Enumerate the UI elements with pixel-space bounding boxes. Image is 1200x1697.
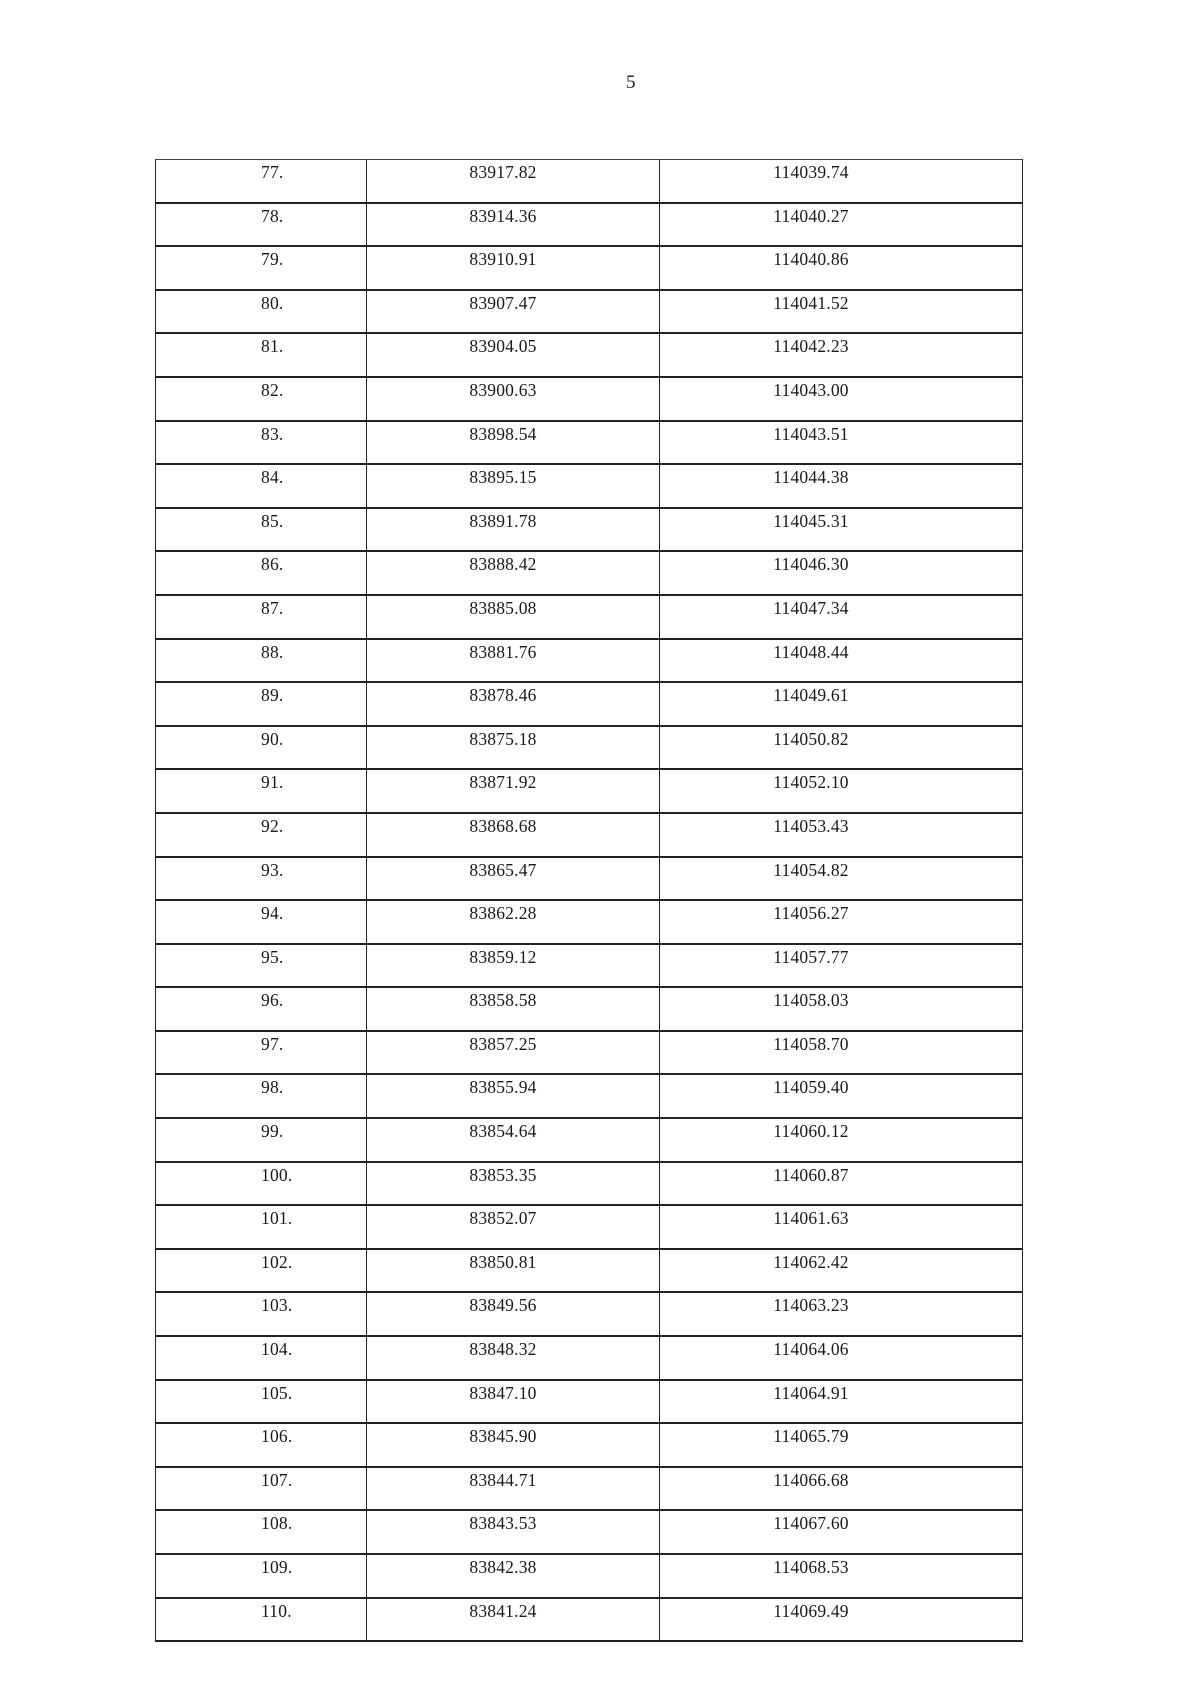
point-number-cell: 94. — [156, 900, 367, 944]
y-coordinate-cell: 114044.38 — [660, 464, 1023, 508]
point-number-cell: 98. — [156, 1074, 367, 1118]
x-coordinate-cell: 83852.07 — [367, 1205, 660, 1249]
y-coordinate-cell: 114064.06 — [660, 1336, 1023, 1380]
y-coordinate-cell: 114056.27 — [660, 900, 1023, 944]
point-number-cell: 91. — [156, 769, 367, 813]
point-number-cell: 92. — [156, 813, 367, 857]
point-number-cell: 107. — [156, 1467, 367, 1511]
x-coordinate-cell: 83904.05 — [367, 333, 660, 377]
y-coordinate-cell: 114064.91 — [660, 1380, 1023, 1424]
point-number-cell: 81. — [156, 333, 367, 377]
point-number-cell: 109. — [156, 1554, 367, 1598]
x-coordinate-cell: 83881.76 — [367, 639, 660, 683]
y-coordinate-cell: 114062.42 — [660, 1249, 1023, 1293]
point-number-cell: 95. — [156, 944, 367, 988]
point-number-cell: 85. — [156, 508, 367, 552]
point-number-cell: 103. — [156, 1292, 367, 1336]
y-coordinate-cell: 114059.40 — [660, 1074, 1023, 1118]
point-number-cell: 101. — [156, 1205, 367, 1249]
x-coordinate-cell: 83910.91 — [367, 246, 660, 290]
point-number-cell: 93. — [156, 857, 367, 901]
table-row — [156, 421, 1023, 465]
point-number-cell: 104. — [156, 1336, 367, 1380]
x-coordinate-cell: 83854.64 — [367, 1118, 660, 1162]
x-coordinate-cell: 83868.68 — [367, 813, 660, 857]
point-number-cell: 90. — [156, 726, 367, 770]
point-number-cell: 102. — [156, 1249, 367, 1293]
table-row — [156, 1031, 1023, 1075]
table-row — [156, 900, 1023, 944]
x-coordinate-cell: 83862.28 — [367, 900, 660, 944]
y-coordinate-cell: 114039.74 — [660, 160, 1023, 203]
y-coordinate-cell: 114057.77 — [660, 944, 1023, 988]
x-coordinate-cell: 83907.47 — [367, 290, 660, 334]
y-coordinate-cell: 114040.86 — [660, 246, 1023, 290]
x-coordinate-cell: 83849.56 — [367, 1292, 660, 1336]
y-coordinate-cell: 114065.79 — [660, 1423, 1023, 1467]
x-coordinate-cell: 83865.47 — [367, 857, 660, 901]
table-row — [156, 377, 1023, 421]
x-coordinate-cell: 83845.90 — [367, 1423, 660, 1467]
point-number-cell: 78. — [156, 203, 367, 247]
table-row — [156, 203, 1023, 247]
table-row — [156, 290, 1023, 334]
x-coordinate-cell: 83847.10 — [367, 1380, 660, 1424]
y-coordinate-cell: 114054.82 — [660, 857, 1023, 901]
table-row — [156, 682, 1023, 726]
point-number-cell: 110. — [156, 1598, 367, 1642]
y-coordinate-cell: 114058.70 — [660, 1031, 1023, 1075]
table-row — [156, 857, 1023, 901]
y-coordinate-cell: 114040.27 — [660, 203, 1023, 247]
point-number-cell: 87. — [156, 595, 367, 639]
table-row — [156, 464, 1023, 508]
table-row — [156, 944, 1023, 988]
point-number-cell: 105. — [156, 1380, 367, 1424]
y-coordinate-cell: 114060.87 — [660, 1162, 1023, 1206]
point-number-cell: 108. — [156, 1510, 367, 1554]
page-number: 5 — [626, 72, 636, 93]
table-row — [156, 160, 1023, 203]
x-coordinate-cell: 83875.18 — [367, 726, 660, 770]
x-coordinate-cell: 83844.71 — [367, 1467, 660, 1511]
x-coordinate-cell: 83855.94 — [367, 1074, 660, 1118]
table-row — [156, 246, 1023, 290]
y-coordinate-cell: 114045.31 — [660, 508, 1023, 552]
y-coordinate-cell: 114043.51 — [660, 421, 1023, 465]
x-coordinate-cell: 83843.53 — [367, 1510, 660, 1554]
y-coordinate-cell: 114061.63 — [660, 1205, 1023, 1249]
x-coordinate-cell: 83858.58 — [367, 987, 660, 1031]
x-coordinate-cell: 83917.82 — [367, 160, 660, 203]
x-coordinate-cell: 83842.38 — [367, 1554, 660, 1598]
table-row — [156, 1118, 1023, 1162]
x-coordinate-cell: 83898.54 — [367, 421, 660, 465]
y-coordinate-cell: 114042.23 — [660, 333, 1023, 377]
table-row — [156, 333, 1023, 377]
y-coordinate-cell: 114067.60 — [660, 1510, 1023, 1554]
y-coordinate-cell: 114043.00 — [660, 377, 1023, 421]
y-coordinate-cell: 114048.44 — [660, 639, 1023, 683]
point-number-cell: 86. — [156, 551, 367, 595]
y-coordinate-cell: 114060.12 — [660, 1118, 1023, 1162]
table-row — [156, 1467, 1023, 1511]
y-coordinate-cell: 114047.34 — [660, 595, 1023, 639]
point-number-cell: 77. — [156, 160, 367, 203]
y-coordinate-cell: 114063.23 — [660, 1292, 1023, 1336]
y-coordinate-cell: 114068.53 — [660, 1554, 1023, 1598]
x-coordinate-cell: 83871.92 — [367, 769, 660, 813]
table-row — [156, 987, 1023, 1031]
point-number-cell: 100. — [156, 1162, 367, 1206]
x-coordinate-cell: 83895.15 — [367, 464, 660, 508]
table-row — [156, 1598, 1023, 1642]
x-coordinate-cell: 83891.78 — [367, 508, 660, 552]
x-coordinate-cell: 83848.32 — [367, 1336, 660, 1380]
table-row — [156, 1292, 1023, 1336]
y-coordinate-cell: 114050.82 — [660, 726, 1023, 770]
x-coordinate-cell: 83853.35 — [367, 1162, 660, 1206]
point-number-cell: 106. — [156, 1423, 367, 1467]
y-coordinate-cell: 114052.10 — [660, 769, 1023, 813]
point-number-cell: 84. — [156, 464, 367, 508]
point-number-cell: 99. — [156, 1118, 367, 1162]
x-coordinate-cell: 83841.24 — [367, 1598, 660, 1642]
y-coordinate-cell: 114049.61 — [660, 682, 1023, 726]
x-coordinate-cell: 83850.81 — [367, 1249, 660, 1293]
x-coordinate-cell: 83859.12 — [367, 944, 660, 988]
point-number-cell: 79. — [156, 246, 367, 290]
y-coordinate-cell: 114069.49 — [660, 1598, 1023, 1642]
point-number-cell: 96. — [156, 987, 367, 1031]
coordinates-table-body — [156, 160, 1023, 1642]
table-row — [156, 1249, 1023, 1293]
table-row — [156, 769, 1023, 813]
point-number-cell: 82. — [156, 377, 367, 421]
x-coordinate-cell: 83914.36 — [367, 203, 660, 247]
table-row — [156, 1510, 1023, 1554]
point-number-cell: 97. — [156, 1031, 367, 1075]
table-row — [156, 1074, 1023, 1118]
point-number-cell: 88. — [156, 639, 367, 683]
x-coordinate-cell: 83888.42 — [367, 551, 660, 595]
y-coordinate-cell: 114058.03 — [660, 987, 1023, 1031]
table-row — [156, 1336, 1023, 1380]
coordinates-table — [155, 159, 1023, 1642]
table-row — [156, 1162, 1023, 1206]
point-number-cell: 89. — [156, 682, 367, 726]
table-row — [156, 1380, 1023, 1424]
point-number-cell: 83. — [156, 421, 367, 465]
y-coordinate-cell: 114046.30 — [660, 551, 1023, 595]
x-coordinate-cell: 83857.25 — [367, 1031, 660, 1075]
x-coordinate-cell: 83900.63 — [367, 377, 660, 421]
table-row — [156, 595, 1023, 639]
table-row — [156, 551, 1023, 595]
table-row — [156, 1423, 1023, 1467]
table-row — [156, 508, 1023, 552]
table-row — [156, 1205, 1023, 1249]
y-coordinate-cell: 114066.68 — [660, 1467, 1023, 1511]
table-row — [156, 813, 1023, 857]
point-number-cell: 80. — [156, 290, 367, 334]
table-row — [156, 1554, 1023, 1598]
table-row — [156, 639, 1023, 683]
x-coordinate-cell: 83878.46 — [367, 682, 660, 726]
y-coordinate-cell: 114041.52 — [660, 290, 1023, 334]
x-coordinate-cell: 83885.08 — [367, 595, 660, 639]
table-row — [156, 726, 1023, 770]
y-coordinate-cell: 114053.43 — [660, 813, 1023, 857]
